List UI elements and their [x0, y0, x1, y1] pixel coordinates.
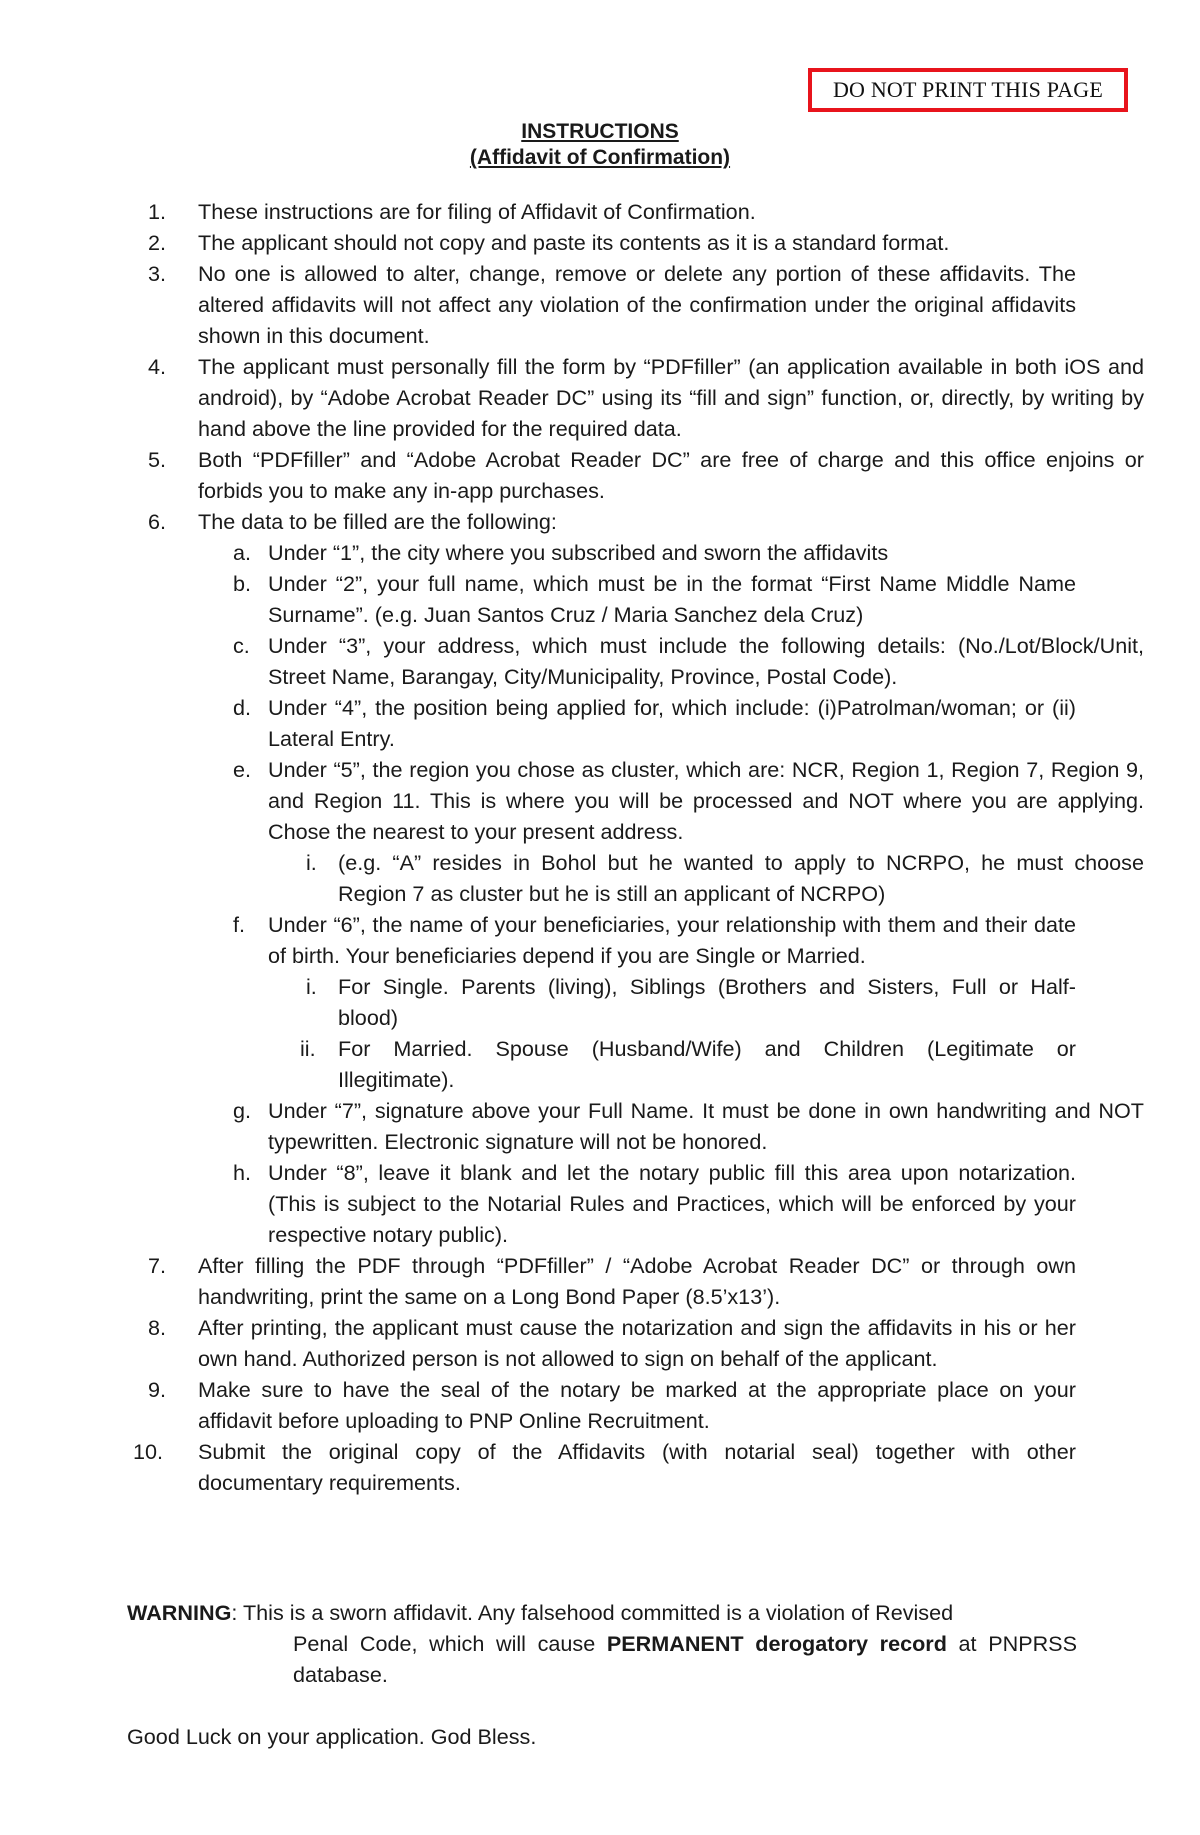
- item-number: 9.: [148, 1377, 167, 1402]
- list-item-2: [0, 227, 1076, 258]
- item-text: Submit the original copy of the Affidavits (with notarial seal) together with other documentary requirements.: [198, 1439, 1076, 1495]
- subitem-label: a.: [233, 540, 252, 565]
- subitem-f-ii: [0, 1033, 1076, 1095]
- warning-block: [127, 1597, 1077, 1690]
- subitem-text: For Single. Parents (living), Siblings (Brothers and Sisters, Full or Half- blood): [338, 974, 1076, 1030]
- item-number: 6.: [148, 509, 167, 534]
- do-not-print-stamp: [808, 68, 1128, 112]
- subitem-label: d.: [233, 695, 252, 720]
- warning-text-cont: Penal Code, which will cause: [293, 1631, 607, 1656]
- list-item-6: [0, 506, 1076, 537]
- subitem-f-i: [0, 971, 1076, 1033]
- subitem-label: e.: [233, 757, 252, 782]
- item-text: No one is allowed to alter, change, remove or delete any portion of these affidavits. The altered affidavits will not affect any violation of the confirmation under the original affidavits shown in this document.: [198, 261, 1076, 348]
- item-text: The applicant must personally fill the form by “PDFfiller” (an application available in both iOS and android), by “Adobe Acrobat Reader DC” using its “fill and sign” function, or, directly, by writing by hand above the line provided for the required data.: [198, 354, 1144, 441]
- subitem-text: (e.g. “A” resides in Bohol but he wanted to apply to NCRPO, he must choose Region 7 as cluster but he is still an applicant of NCRPO): [338, 850, 1144, 906]
- list-item-3: [0, 258, 1076, 351]
- warning-bold-text: PERMANENT derogatory record: [606, 1631, 947, 1656]
- instructions-list: [0, 196, 1200, 1498]
- subitem-text: Under “3”, your address, which must include the following details: (No./Lot/Block/Unit, Street Name, Barangay, City/Municipality, Province, Postal Code).: [268, 633, 1144, 689]
- list-item-9: [0, 1374, 1076, 1436]
- subitem-label: ii.: [300, 1036, 316, 1061]
- list-item-5: [0, 444, 1144, 506]
- item-number: 8.: [148, 1315, 167, 1340]
- page-title: INSTRUCTIONS: [521, 120, 679, 143]
- subitem-h: [0, 1157, 1076, 1250]
- subitem-g: [0, 1095, 1144, 1157]
- item-number: 10.: [133, 1439, 164, 1464]
- item-text: Make sure to have the seal of the notary be marked at the appropriate place on your affidavit before uploading to PNP Online Recruitment.: [198, 1377, 1076, 1433]
- warning-label: WARNING: [127, 1600, 232, 1625]
- item-text: Both “PDFfiller” and “Adobe Acrobat Reader DC” are free of charge and this office enjoins or forbids you to make any in-app purchases.: [198, 447, 1144, 503]
- item-number: 1.: [148, 199, 167, 224]
- subitem-text: Under “1”, the city where you subscribed and sworn the affidavits: [268, 540, 889, 565]
- warning-continuation: [127, 1628, 1077, 1690]
- item-number: 7.: [148, 1253, 167, 1278]
- subitem-b: [0, 568, 1076, 630]
- closing-message: Good Luck on your application. God Bless.: [127, 1724, 537, 1749]
- item-text: The data to be filled are the following:: [198, 509, 557, 534]
- subitem-label: c.: [233, 633, 250, 658]
- warning-first-line: [127, 1597, 1077, 1628]
- subitem-f: [0, 909, 1076, 971]
- item-number: 4.: [148, 354, 167, 379]
- list-item-10: [0, 1436, 1076, 1498]
- subitem-c: [0, 630, 1144, 692]
- warning-colon: :: [231, 1600, 238, 1625]
- subitem-e-i: [0, 847, 1144, 909]
- item-text: The applicant should not copy and paste its contents as it is a standard format.: [198, 230, 950, 255]
- subitem-label: h.: [233, 1160, 252, 1185]
- subitem-text: Under “7”, signature above your Full Name. It must be done in own handwriting and NOT typewritten. Electronic signature will not be honored.: [268, 1098, 1144, 1154]
- subitem-d: [0, 692, 1076, 754]
- list-item-7: [0, 1250, 1076, 1312]
- list-item-4: [0, 351, 1144, 444]
- subitem-text: Under “2”, your full name, which must be in the format “First Name Middle Name Surname”. (e.g. Juan Santos Cruz / Maria Sanchez dela Cruz): [268, 571, 1076, 627]
- subitem-text: For Married. Spouse (Husband/Wife) and Children (Legitimate or Illegitimate).: [338, 1036, 1076, 1092]
- subitem-label: f.: [233, 912, 245, 937]
- item-number: 5.: [148, 447, 167, 472]
- page-subtitle: (Affidavit of Confirmation): [469, 146, 731, 169]
- warning-text-start: This is a sworn affidavit. Any falsehood committed is a violation of Revised: [237, 1600, 954, 1625]
- warning-text-end: at PNPRSS database.: [293, 1631, 1077, 1687]
- subitem-label: i.: [306, 850, 317, 875]
- item-text: After filling the PDF through “PDFfiller” / “Adobe Acrobat Reader DC” or through own handwriting, print the same on a Long Bond Paper (8.5’x13’).: [198, 1253, 1076, 1309]
- item-number: 3.: [148, 261, 167, 286]
- subitem-text: Under “8”, leave it blank and let the notary public fill this area upon notarization. (This is subject to the Notarial Rules and Practices, which will be enforced by your respective notary public).: [268, 1160, 1076, 1247]
- subitem-e: [0, 754, 1144, 847]
- list-item-1: [0, 196, 1076, 227]
- item-number: 2.: [148, 230, 167, 255]
- subitem-text: Under “5”, the region you chose as cluster, which are: NCR, Region 1, Region 7, Region 9, and Region 11. This is where you will be processed and NOT where you are applying. Chose the nearest to your present address.: [268, 757, 1144, 844]
- list-item-8: [0, 1312, 1076, 1374]
- subitem-a: [0, 537, 1076, 568]
- subitem-text: Under “4”, the position being applied for, which include: (i)Patrolman/woman; or (ii) Lateral Entry.: [268, 695, 1076, 751]
- subitem-label: i.: [306, 974, 317, 999]
- item-text: These instructions are for filing of Affidavit of Confirmation.: [198, 199, 756, 224]
- item-text: After printing, the applicant must cause the notarization and sign the affidavits in his or her own hand. Authorized person is not allowed to sign on behalf of the applicant.: [198, 1315, 1076, 1371]
- subitem-label: g.: [233, 1098, 252, 1123]
- stamp-text: DO NOT PRINT THIS PAGE: [832, 77, 1104, 102]
- subitem-label: b.: [233, 571, 252, 596]
- subitem-text: Under “6”, the name of your beneficiaries, your relationship with them and their date of birth. Your beneficiaries depend if you are Single or Married.: [268, 912, 1076, 968]
